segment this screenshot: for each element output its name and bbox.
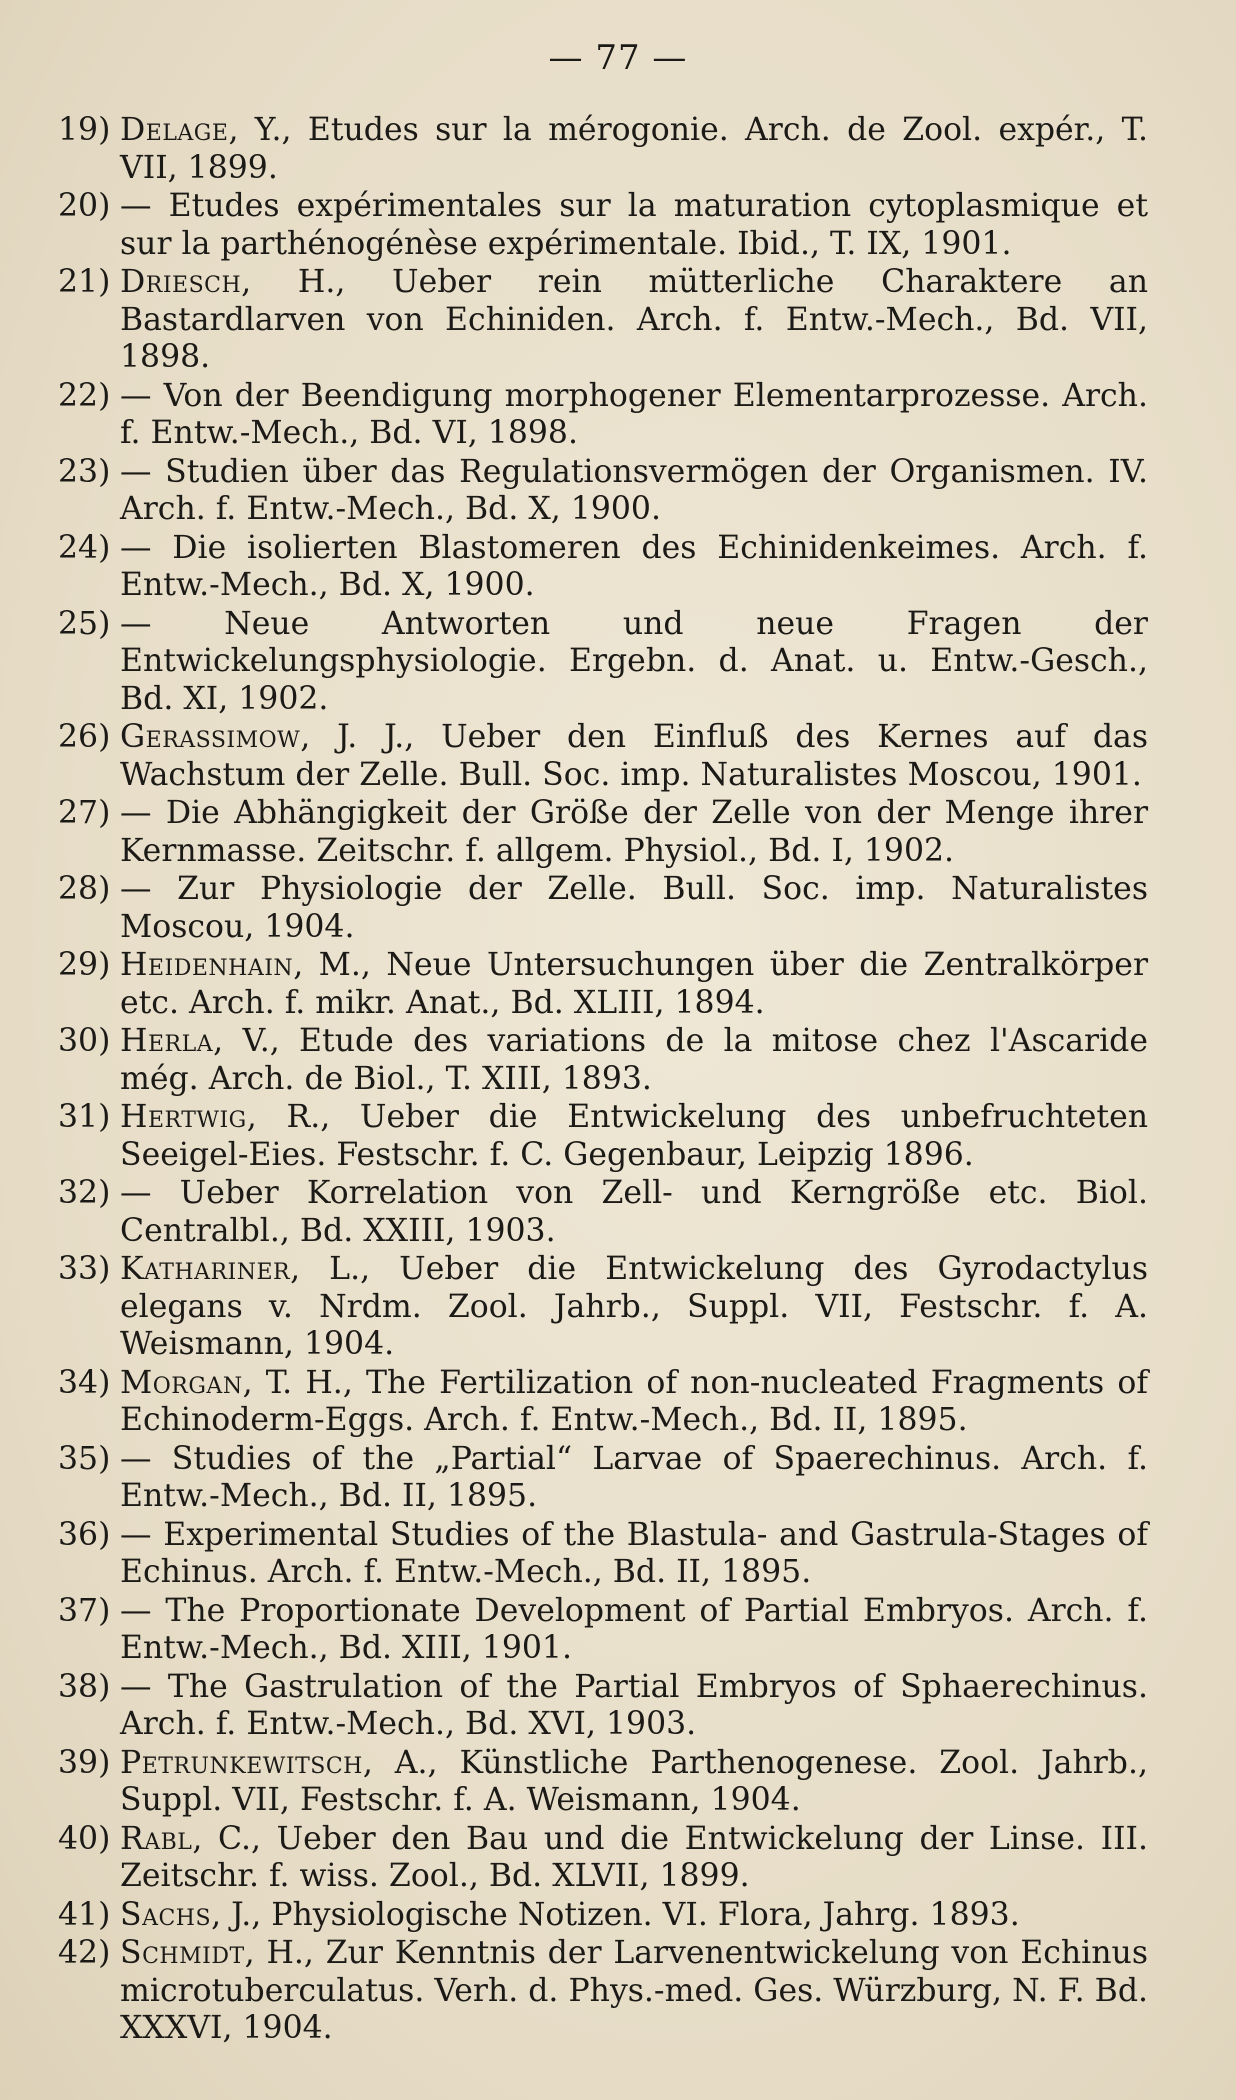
entry-text: — Die isolierten Blastomeren des Echinidenkeimes. Arch. f. Entw.-Mech., Bd. X, 1900. xyxy=(120,529,1148,603)
bibliography-entry xyxy=(58,871,1148,946)
entry-number: 36) xyxy=(58,1516,111,1553)
bibliography-entry xyxy=(58,1365,1148,1440)
entry-number: 39) xyxy=(58,1744,111,1781)
bibliography-entry xyxy=(58,1517,1148,1592)
entry-text: — The Gastrulation of the Partial Embryos of Sphaerechinus. Arch. f. Entw.-Mech., Bd. XVI, 1903. xyxy=(120,1668,1148,1742)
entry-text: , R., Ueber die Entwickelung des unbefruchteten Seeigel-Eies. Festschr. f. C. Gegenbaur, Leipzig 1896. xyxy=(120,1099,1148,1173)
entry-number: 26) xyxy=(58,719,111,755)
bibliography-entry xyxy=(58,1251,1148,1364)
entry-text: — Ueber Korrelation von Zell- und Kerngröße etc. Biol. Centralbl., Bd. XXIII, 1903. xyxy=(120,1175,1148,1249)
entry-number: 42) xyxy=(58,1935,111,1971)
entry-text: — Zur Physiologie der Zelle. Bull. Soc. imp. Naturalistes Moscou, 1904. xyxy=(120,871,1148,945)
entry-text: , V., Etude des variations de la mitose chez l'Ascaride még. Arch. de Biol., T. XIII, 1893. xyxy=(120,1023,1148,1097)
entry-number: 22) xyxy=(58,377,111,414)
bibliography-entry xyxy=(58,1441,1148,1516)
entry-text: — Von der Beendigung morphogener Elementarprozesse. Arch. f. Entw.-Mech., Bd. VI, 1898. xyxy=(120,377,1148,451)
entry-text: , T. H., The Fertilization of non-nucleated Fragments of Echinoderm-Eggs. Arch. f. Entw.-Mech., Bd. II, 1895. xyxy=(120,1364,1148,1438)
entry-text: — Experimental Studies of the Blastula- and Gastrula-Stages of Echinus. Arch. f. Entw.-Mech., Bd. II, 1895. xyxy=(120,1516,1148,1590)
entry-author: Rabl xyxy=(120,1820,193,1857)
entry-number: 31) xyxy=(58,1099,111,1135)
bibliography-entry xyxy=(58,795,1148,870)
entry-text: — Studien über das Regulationsvermögen der Organismen. IV. Arch. f. Entw.-Mech., Bd. X, 1900. xyxy=(120,453,1148,527)
entry-number: 27) xyxy=(58,795,111,831)
entry-text: , J. J., Ueber den Einfluß des Kernes auf das Wachstum der Zelle. Bull. Soc. imp. Naturalistes Moscou, 1901. xyxy=(120,719,1148,793)
entry-number: 33) xyxy=(58,1251,111,1287)
entry-author: Gerassimow xyxy=(120,719,301,755)
bibliography-list xyxy=(58,112,1148,2049)
entry-text: — Etudes expérimentales sur la maturation cytoplasmique et sur la parthénogénèse expérimentale. Ibid., T. IX, 1901. xyxy=(120,188,1148,262)
entry-author: Schmidt xyxy=(120,1935,245,1971)
entry-text: , C., Ueber den Bau und die Entwickelung der Linse. III. Zeitschr. f. wiss. Zool., Bd. XLVII, 1899. xyxy=(120,1820,1148,1894)
entry-text: , H., Ueber rein mütterliche Charaktere an Bastardlarven von Echiniden. Arch. f. Entw.-Mech., Bd. VII, 1898. xyxy=(120,264,1148,375)
entry-number: 40) xyxy=(58,1820,111,1857)
entry-author: Hertwig xyxy=(120,1099,247,1135)
entry-author: Petrunkewitsch xyxy=(120,1744,363,1781)
entry-number: 21) xyxy=(58,264,111,300)
entry-author: Herla xyxy=(120,1023,214,1059)
bibliography-entry xyxy=(58,454,1148,529)
bibliography-entry xyxy=(58,264,1148,377)
entry-number: 32) xyxy=(58,1175,111,1211)
bibliography-entry xyxy=(58,1175,1148,1250)
page-number: — 77 — xyxy=(548,38,688,78)
entry-number: 35) xyxy=(58,1440,111,1477)
bibliography-entry xyxy=(58,1023,1148,1098)
bibliography-entry xyxy=(58,1669,1148,1744)
entry-number: 23) xyxy=(58,453,111,490)
entry-text: , H., Zur Kenntnis der Larvenentwickelung von Echinus microtuberculatus. Verh. d. Phys.-med. Ges. Würzburg, N. F. Bd. XXXVI, 1904. xyxy=(120,1935,1148,2046)
bibliography-entry xyxy=(58,1099,1148,1174)
entry-author: Heidenhain xyxy=(120,947,294,983)
bibliography-entry xyxy=(58,378,1148,453)
entry-text: — Neue Antworten und neue Fragen der Entwickelungsphysiologie. Ergebn. d. Anat. u. Entw.-Gesch., Bd. XI, 1902. xyxy=(120,605,1148,717)
entry-text: — The Proportionate Development of Partial Embryos. Arch. f. Entw.-Mech., Bd. XIII, 1901. xyxy=(120,1592,1148,1666)
bibliography-entry xyxy=(58,530,1148,605)
entry-text: , A., Künstliche Parthenogenese. Zool. Jahrb., Suppl. VII, Festschr. f. A. Weismann, 1904. xyxy=(120,1744,1148,1818)
entry-author: Sachs xyxy=(120,1896,212,1933)
entry-number: 19) xyxy=(58,112,111,148)
bibliography-entry xyxy=(58,1821,1148,1896)
bibliography-entry xyxy=(58,1745,1148,1820)
entry-text: — Studies of the „Partial“ Larvae of Spaerechinus. Arch. f. Entw.-Mech., Bd. II, 1895. xyxy=(120,1440,1148,1514)
entry-number: 37) xyxy=(58,1592,111,1629)
entry-author: Kathariner xyxy=(120,1251,291,1287)
entry-author: Morgan xyxy=(120,1364,243,1401)
entry-text: , M., Neue Untersuchungen über die Zentralkörper etc. Arch. f. mikr. Anat., Bd. XLIII, 1894. xyxy=(120,947,1148,1021)
entry-text: , L., Ueber die Entwickelung des Gyrodactylus elegans v. Nrdm. Zool. Jahrb., Suppl. VII, Festschr. f. A. Weismann, 1904. xyxy=(120,1251,1148,1362)
bibliography-entry xyxy=(58,1897,1148,1935)
entry-number: 28) xyxy=(58,871,111,907)
bibliography-entry xyxy=(58,1593,1148,1668)
bibliography-entry xyxy=(58,112,1148,187)
bibliography-entry xyxy=(58,947,1148,1022)
entry-number: 29) xyxy=(58,947,111,983)
bibliography-entry xyxy=(58,1935,1148,2048)
entry-number: 25) xyxy=(58,605,111,642)
entry-number: 30) xyxy=(58,1023,111,1059)
entry-number: 24) xyxy=(58,529,111,566)
entry-number: 34) xyxy=(58,1364,111,1401)
bibliography-entry xyxy=(58,606,1148,719)
bibliography-entry xyxy=(58,719,1148,794)
entry-text: , Y., Etudes sur la mérogonie. Arch. de Zool. expér., T. VII, 1899. xyxy=(120,112,1148,186)
entry-text: — Die Abhängigkeit der Größe der Zelle von der Menge ihrer Kernmasse. Zeitschr. f. allgem. Physiol., Bd. I, 1902. xyxy=(120,795,1148,869)
entry-author: Delage xyxy=(120,112,229,148)
entry-number: 38) xyxy=(58,1668,111,1705)
entry-number: 20) xyxy=(58,188,111,224)
entry-number: 41) xyxy=(58,1896,111,1933)
entry-author: Driesch xyxy=(120,264,242,300)
bibliography-entry xyxy=(58,188,1148,263)
entry-text: , J., Physiologische Notizen. VI. Flora, Jahrg. 1893. xyxy=(211,1896,1020,1933)
